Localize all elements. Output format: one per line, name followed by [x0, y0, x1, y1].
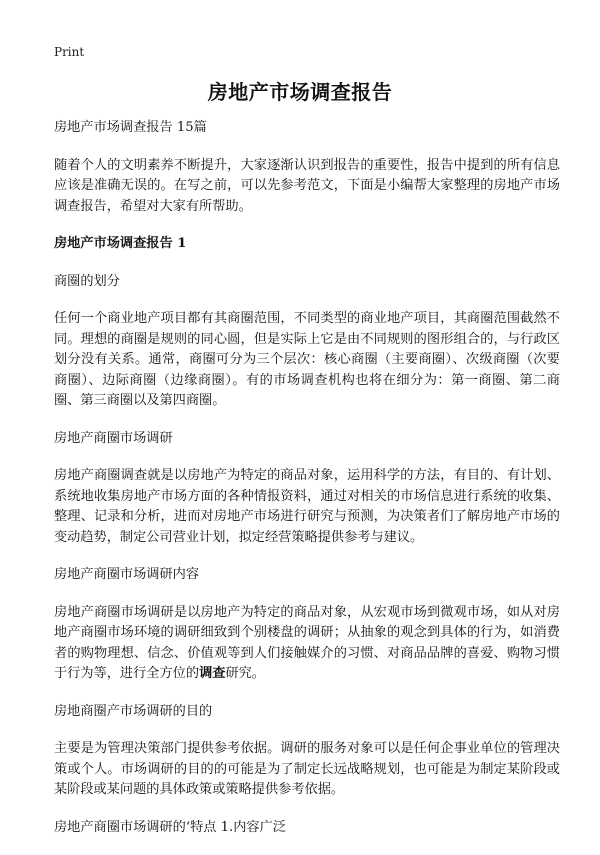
document-body	[54, 118, 560, 855]
highlighted-keyword: 调查	[199, 666, 226, 681]
research-content-tail: 研究。	[225, 666, 265, 681]
print-link[interactable]: Print	[54, 45, 85, 59]
report-count-line: 房地产市场调查报告 15篇	[54, 120, 207, 135]
paragraph-research-purpose: 主要是为管理决策部门提供参考依据。调研的服务对象可以是任何企事业单位的管理决策或个人。市场调研的目的的可能是为了制定长远战略规划，也可能是为制定某阶段或某阶段或某问题的具体政策或策略提供参考依据。	[54, 741, 560, 797]
research-content-text: 房地产商圈市场调研是以房地产为特定的商品对象，从宏观市场到微观市场，如从对房地产商圈市场环境的调研细致到个别楼盘的调研；从抽象的观念到具体的行为，如消费者的购物理想、信念、价值观等到人们接触媒介的习惯、对商品品牌的喜爱、购物习惯于行为等，进行全方位的	[54, 604, 560, 681]
intro-paragraph: 随着个人的文明素养不断提升，大家逐渐认识到报告的重要性，报告中提到的所有信息应该是准确无误的。在写之前，可以先参考范文，下面是小编帮大家整理的房地产市场调查报告，希望对大家有所帮助。	[54, 157, 560, 214]
subheading-market-research: 房地产商圈市场调研	[54, 430, 173, 446]
paragraph-research-content	[54, 603, 560, 685]
section-heading-report-1: 房地产市场调查报告 1	[54, 236, 187, 251]
subheading-trade-area-division: 商圈的划分	[54, 273, 120, 289]
paragraph-trade-area-division: 任何一个商业地产项目都有其商圈范围，不同类型的商业地产项目，其商圈范围截然不同。理想的商圈是规则的同心圆，但是实际上它是由不同规则的图形组合的，与行政区划分没有关系。通常，商圈可分为三个层次：核心商圈（主要商圈）、次级商圈（次要商圈）、边际商圈（边缘商圈）。有的市场调查机构也将在细分为：第一商圈、第二商圈、第三商圈以及第四商圈。	[54, 311, 560, 408]
subheading-research-purpose: 房地商圈产市场调研的目的	[54, 703, 213, 719]
paragraph-market-research: 房地产商圈调查就是以房地产为特定的商品对象，运用科学的方法，有目的、有计划、系统地收集房地产市场方面的各种情报资料，通过对相关的市场信息进行系统的收集、整理、记录和分析，进而对房地产市场进行研究与预测，为决策者们了解房地产市场的变动趋势，制定公司营业计划，拟定经营策略提供参考与建议。	[54, 468, 560, 545]
subheading-research-features: 房地产商圈市场调研的‘特点 1.内容广泛	[54, 819, 286, 835]
page-title: 房地产市场调查报告	[207, 80, 393, 104]
subheading-research-content: 房地产商圈市场调研内容	[54, 567, 200, 582]
